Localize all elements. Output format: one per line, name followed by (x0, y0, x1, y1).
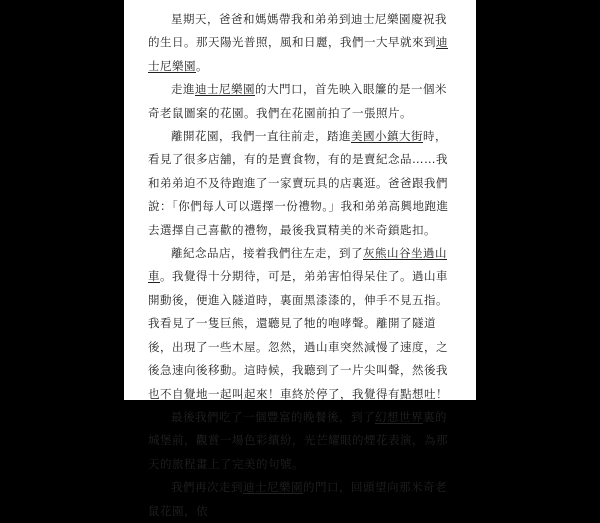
text-segment: 最後我們吃了一個豐富的晚餐後，到了 (171, 409, 375, 424)
text-segment: 的門口，回頭望向那米奇老鼠花園，依 (148, 480, 447, 518)
paragraph (148, 125, 454, 242)
underlined-proper-noun: 幻想世界 (375, 409, 423, 424)
document-page (124, 0, 476, 518)
underlined-proper-noun: 迪士尼樂園 (148, 35, 448, 73)
underlined-proper-noun: 迪士尼樂園 (243, 480, 303, 495)
text-segment: 裏的城堡前，觀賞一場色彩繽紛，光芒耀眼的煙花表演，為那天的旅程畫上了完美的句號。 (148, 409, 448, 471)
text-segment: 。我覺得十分期待，可是，弟弟害怕得呆住了。過山車開動後，便進入隧道時，裏面黑漆漆的，伸手不見五指。我看見了一隻巨熊，還聽見了牠的咆哮聲。離開了隧道後，出現了一些木屋。忽然，過山車突然減慢了速度，之後急速向後移動。這時候，我聽到了一片尖叫聲，然後我也不自覺地一起叫起來！車終於停了，我覺得有點想吐！ (148, 269, 448, 401)
paragraph (148, 406, 454, 476)
underlined-proper-noun: 迪士尼樂園 (195, 82, 255, 97)
paragraph (148, 78, 454, 125)
text-segment: 。 (196, 58, 208, 73)
text-segment: 走進 (171, 82, 195, 97)
text-segment: 離紀念品店，接着我們往左走，到了 (171, 246, 363, 261)
paragraph (148, 8, 454, 78)
text-segment: 我們再次走到 (171, 480, 243, 495)
paragraph (148, 476, 454, 523)
text-segment: 的大門口，首先映入眼簾的是一個米奇老鼠圖案的花園。我們在花園前拍了一張照片。 (148, 82, 447, 120)
text-segment: 時，看見了很多店舖，有的是賣食物，有的是賣紀念品……我和弟弟迫不及待跑進了一家賣玩具的店裏逛。爸爸跟我們說：「你們每人可以選擇一份禮物。」我和弟弟高興地跑進去選擇自己喜歡的禮物，最後我買精美的米奇鎖匙扣。 (148, 129, 449, 237)
underlined-proper-noun: 灰熊山谷坐過山車 (148, 246, 447, 284)
paragraph (148, 242, 454, 406)
text-segment: 離開花園，我們一直往前走，踏進 (171, 129, 351, 144)
essay-text (148, 8, 454, 523)
underlined-proper-noun: 美國小鎮大街 (351, 129, 423, 144)
text-segment: 星期天，爸爸和媽媽帶我和弟弟到迪士尼樂園慶祝我的生日。那天陽光普照，風和日麗，我們一大早就來到 (148, 12, 447, 50)
